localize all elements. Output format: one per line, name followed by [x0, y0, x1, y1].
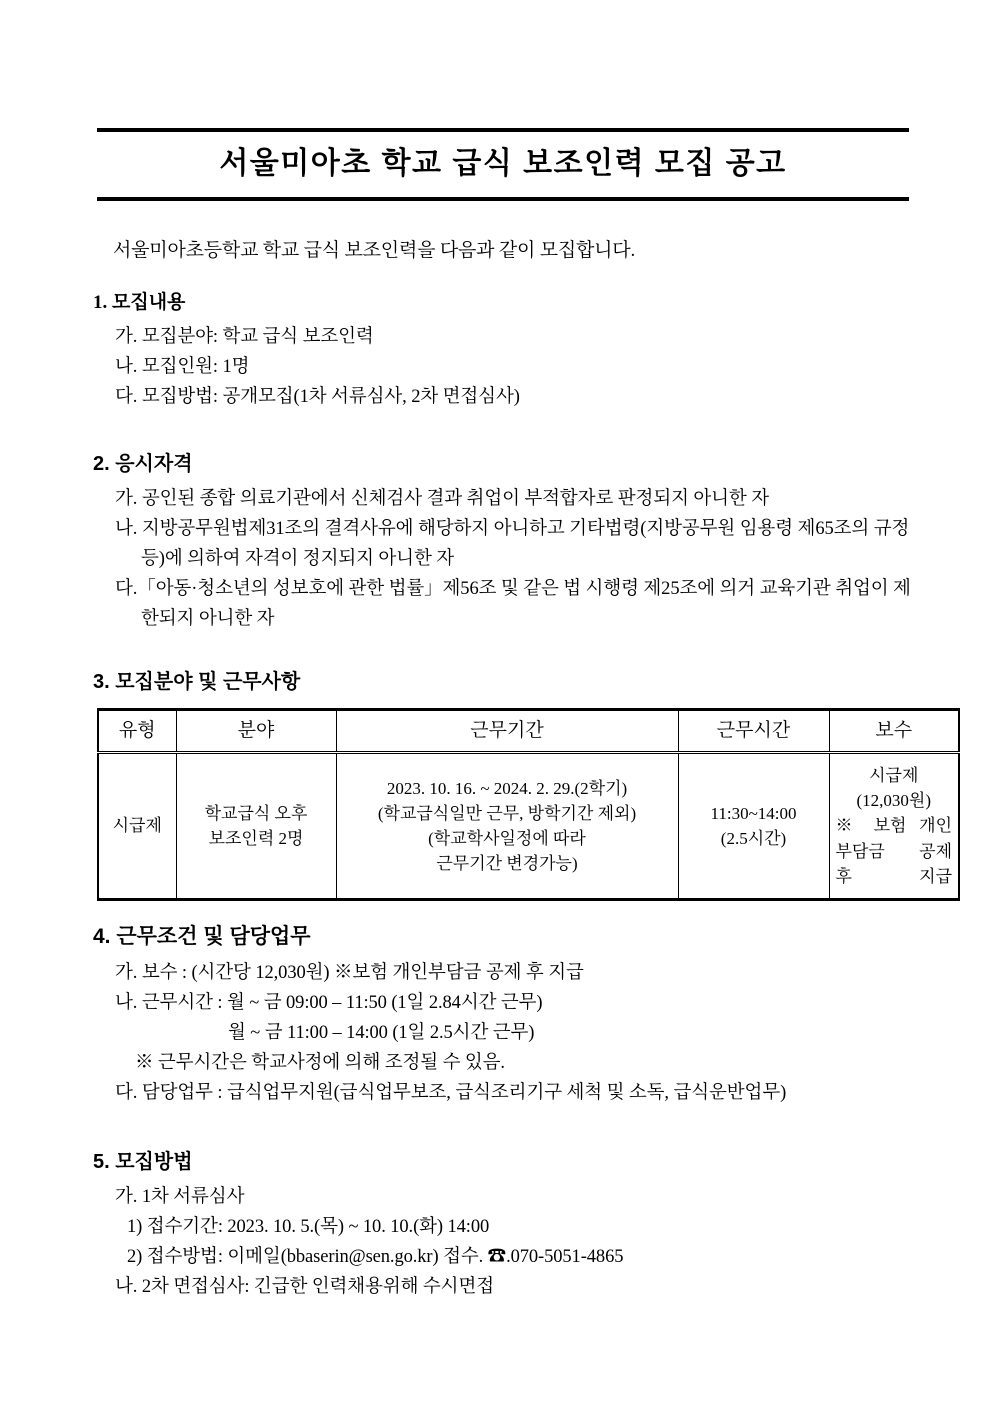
section-1-item-a: 가. 모집분야: 학교 급식 보조인력	[115, 327, 374, 347]
cell-period	[336, 753, 678, 900]
title-block	[97, 128, 909, 201]
cell-hours-line2: (2.5시간)	[720, 829, 787, 848]
column-header-period: 근무기간	[336, 710, 678, 753]
column-header-hours: 근무시간	[678, 710, 829, 753]
section-5-heading: 5. 모집방법	[93, 1151, 193, 1173]
cell-type: 시급제	[98, 753, 176, 900]
table-header-row	[98, 710, 959, 753]
section-3-heading: 3. 모집분야 및 근무사항	[93, 671, 301, 693]
section-2-item-c-line2: 한되지 아니한 자	[141, 608, 275, 629]
page-title: 서울미아초 학교 급식 보조인력 모집 공고	[219, 147, 787, 180]
cell-field-line2: 보조인력 2명	[208, 829, 304, 848]
column-header-pay: 보수	[829, 710, 959, 753]
section-4-heading: 4. 근무조건 및 담당업무	[93, 925, 311, 948]
cell-pay-line2: (12,030원)	[856, 791, 931, 811]
section-3	[93, 665, 973, 703]
section-1-item-b: 나. 모집인원: 1명	[115, 356, 250, 377]
section-5-item-a: 가. 1차 서류심사	[115, 1187, 245, 1207]
section-4-note: ※ 근무시간은 학교사정에 의해 조정될 수 있음.	[135, 1052, 505, 1073]
section-4-item-c: 다. 담당업무 : 급식업무지원(급식업무보조, 급식조리기구 세척 및 소독, 급식운반업무)	[115, 1082, 787, 1103]
section-2-item-b-line1: 나. 지방공무원법제31조의 결격사유에 해당하지 아니하고 기타법령(지방공무원 임용령 제65조의 규정	[115, 518, 910, 539]
cell-hours	[678, 753, 829, 900]
title-bottom-rule	[97, 197, 909, 201]
cell-pay-note-line2: 부담금 공제	[835, 841, 952, 861]
section-2-item-b	[93, 515, 973, 575]
cell-period-line3: (학교학사일정에 따라	[428, 829, 586, 848]
section-4-item-b-line1: 나. 근무시간 : 월 ~ 금 09:00 – 11:50 (1일 2.84시간 근무)	[115, 992, 543, 1013]
section-2-heading: 2. 응시자격	[93, 453, 193, 475]
cell-period-line1: 2023. 10. 16. ~ 2024. 2. 29.(2학기)	[386, 778, 628, 798]
section-1	[93, 287, 973, 413]
section-1-heading: 1. 모집내용	[93, 292, 186, 313]
cell-field-line1: 학교급식 오후	[204, 803, 308, 823]
section-4-item-b-line2: 월 ~ 금 11:00 – 14:00 (1일 2.5시간 근무)	[228, 1022, 535, 1043]
section-5	[93, 1145, 973, 1303]
cell-pay-note-line3: 후 지급	[835, 866, 952, 886]
section-4-item-a: 가. 보수 : (시간당 12,030원) ※보험 개인부담금 공제 후 지급	[115, 963, 584, 983]
cell-field	[176, 753, 336, 900]
cell-hours-line1: 11:30~14:00	[710, 803, 797, 823]
section-2-item-a: 가. 공인된 종합 의료기관에서 신체검사 결과 취업이 부적합자로 판정되지 아니한 자	[115, 489, 769, 509]
cell-pay-line1: 시급제	[869, 766, 919, 786]
cell-pay	[829, 753, 959, 900]
intro-paragraph: 서울미아초등학교 학교 급식 보조인력을 다음과 같이 모집합니다.	[113, 240, 636, 261]
table-row	[98, 753, 959, 900]
section-2-item-c-line1: 다.「아동·청소년의 성보호에 관한 법률」제56조 및 같은 법 시행령 제25조에 의거 교육기관 취업이 제	[115, 578, 911, 599]
section-2-item-b-line2: 등)에 의하여 자격이 정지되지 아니한 자	[141, 548, 455, 569]
section-2-item-c	[93, 575, 973, 635]
section-2	[93, 447, 973, 635]
section-5-item-b: 나. 2차 면접심사: 긴급한 인력채용위해 수시면접	[115, 1276, 494, 1297]
job-table-wrap	[97, 708, 958, 901]
section-1-item-c: 다. 모집방법: 공개모집(1차 서류심사, 2차 면접심사)	[115, 386, 520, 407]
cell-period-line4: 근무기간 변경가능)	[436, 854, 578, 874]
column-header-field: 분야	[176, 710, 336, 753]
cell-period-line2: (학교급식일만 근무, 방학기간 제외)	[377, 803, 637, 823]
section-5-sub-2: 2) 접수방법: 이메일(bbaserin@sen.go.kr) 접수. ☎.070-5051-4865	[127, 1246, 624, 1267]
cell-pay-note-line1: ※ 보험 개인	[835, 816, 952, 836]
section-4	[93, 920, 973, 1109]
job-table	[97, 708, 960, 901]
section-5-sub-1: 1) 접수기간: 2023. 10. 5.(목) ~ 10. 10.(화) 14:00	[127, 1216, 490, 1237]
column-header-type: 유형	[98, 710, 176, 753]
